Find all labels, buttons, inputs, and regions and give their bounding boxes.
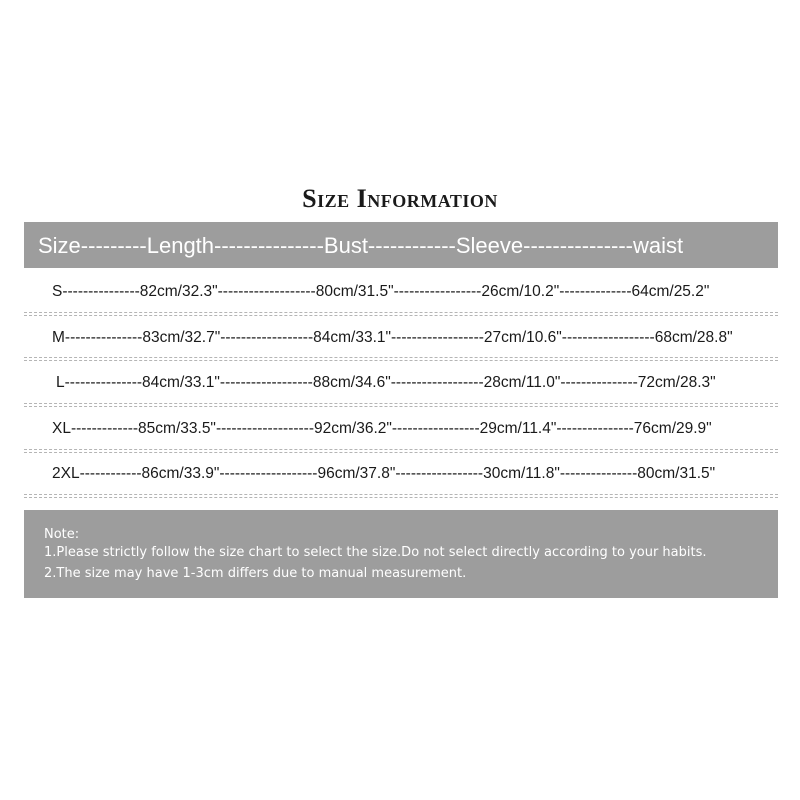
- row-divider: [24, 494, 778, 498]
- note-line-2: 2.The size may have 1-3cm differs due to manual measurement.: [44, 566, 467, 581]
- size-row-xl: XL-------------85cm/33.5"-------------------92cm/36.2"-----------------29cm/11.4"---------------76cm/29.9": [52, 420, 712, 437]
- size-row-m: M---------------83cm/32.7"------------------84cm/33.1"------------------27cm/10.6"------------------68cm/28.8": [52, 329, 733, 346]
- row-divider: [24, 403, 778, 407]
- row-divider: [24, 312, 778, 316]
- row-divider: [24, 449, 778, 453]
- note-heading: Note:: [44, 527, 80, 542]
- size-row-s: S---------------82cm/32.3"-------------------80cm/31.5"-----------------26cm/10.2"--------------64cm/25.2": [52, 283, 710, 300]
- row-divider: [24, 357, 778, 361]
- size-row-l: L---------------84cm/33.1"------------------88cm/34.6"------------------28cm/11.0"---------------72cm/28.3": [56, 374, 716, 391]
- size-row-2xl: 2XL------------86cm/33.9"-------------------96cm/37.8"-----------------30cm/11.8"---------------80cm/31.5": [52, 465, 716, 482]
- page-title: Size Information: [302, 184, 498, 213]
- table-header-text: Size---------Length---------------Bust------------Sleeve---------------waist: [38, 233, 684, 258]
- note-line-1: 1.Please strictly follow the size chart to select the size.Do not select directly according to your habits.: [44, 545, 707, 560]
